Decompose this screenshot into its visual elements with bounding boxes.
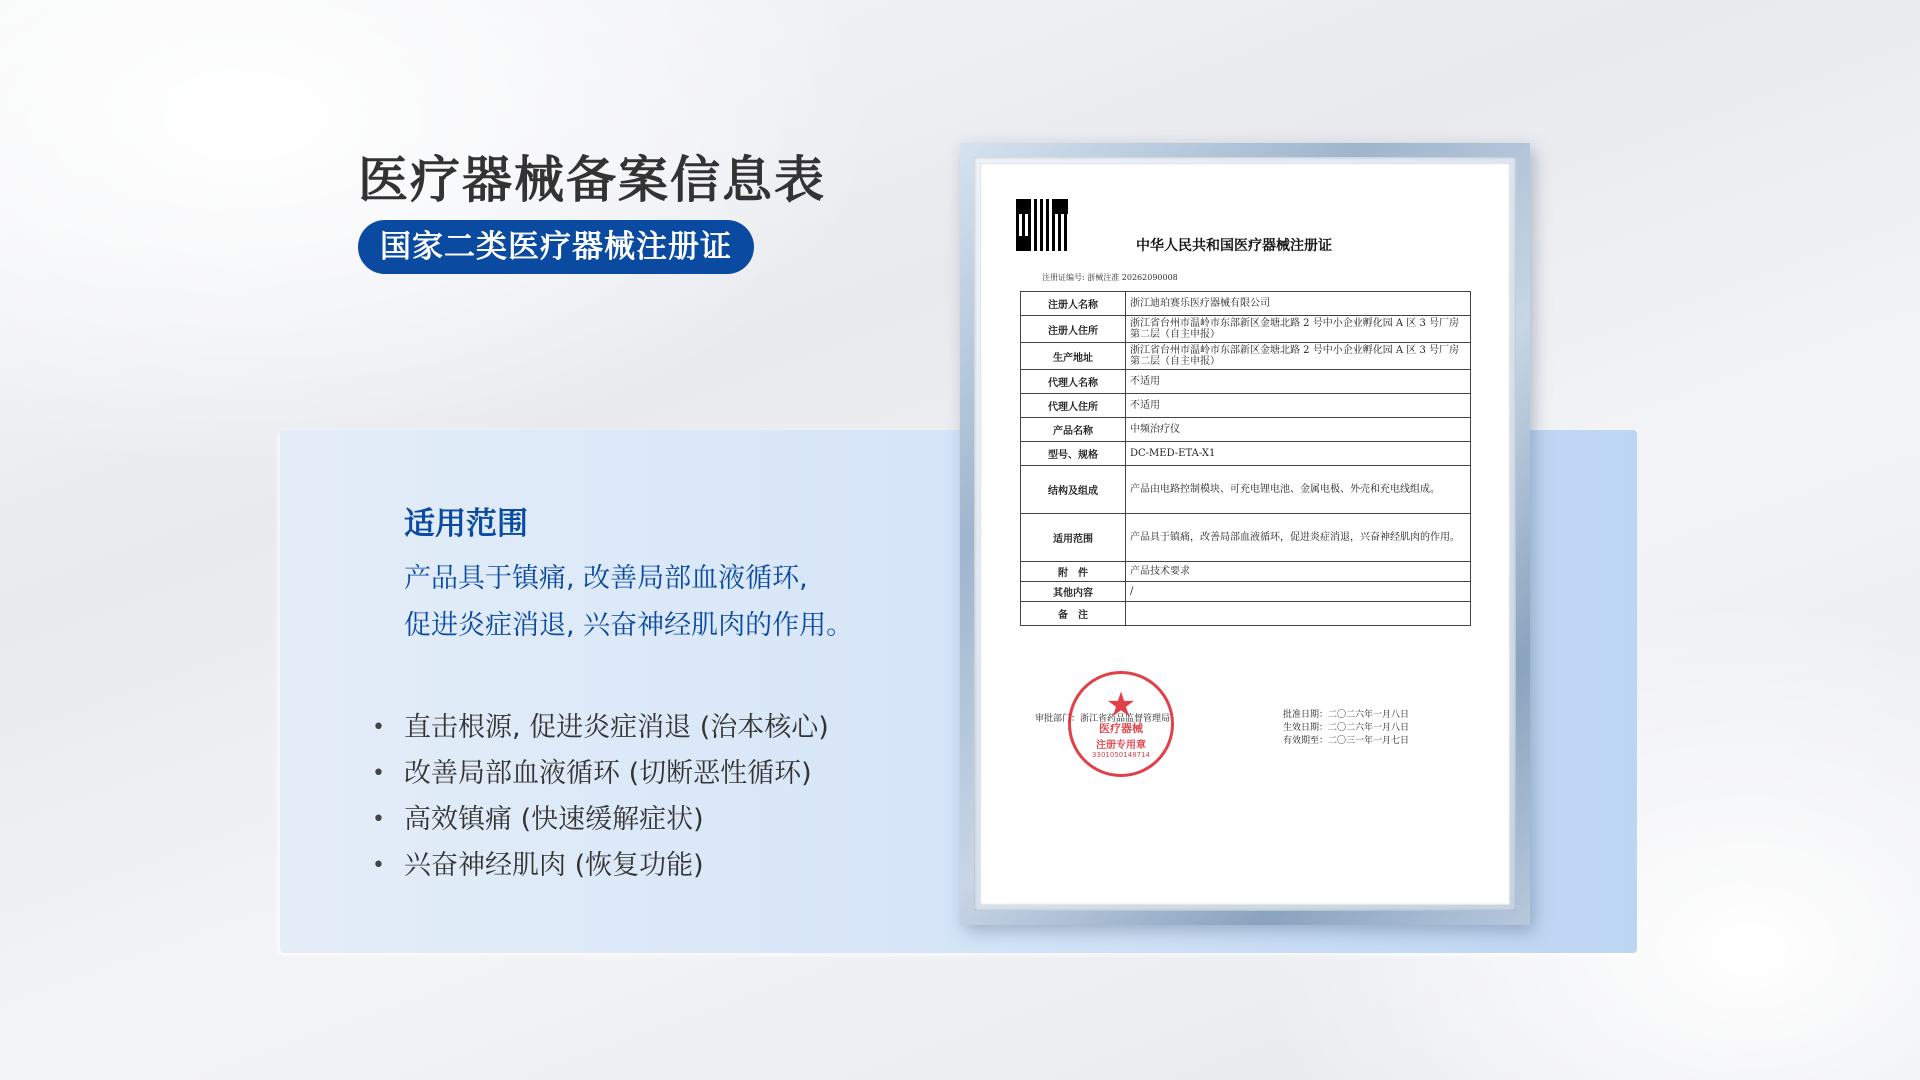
certificate-row bbox=[1021, 343, 1471, 370]
certificate-row-value: DC-MED-ETA-X1 bbox=[1126, 442, 1471, 466]
certificate-row-label: 生产地址 bbox=[1021, 343, 1126, 370]
official-seal-icon bbox=[1068, 671, 1174, 777]
certificate-row-label: 结构及组成 bbox=[1021, 466, 1126, 514]
certificate-row-label: 附 件 bbox=[1021, 562, 1126, 582]
feature-item: • 兴奋神经肌肉 (恢复功能) bbox=[372, 843, 829, 889]
certificate-row-label: 型号、规格 bbox=[1021, 442, 1126, 466]
scope-line-2: 促进炎症消退, 兴奋神经肌肉的作用。 bbox=[404, 610, 854, 641]
approval-date: 批准日期：二〇二六年一月八日 bbox=[1283, 710, 1410, 720]
certificate-row-label: 注册人名称 bbox=[1021, 292, 1126, 316]
certificate-row bbox=[1021, 370, 1471, 394]
seal-text-1: 医疗器械 bbox=[1099, 721, 1143, 735]
certificate-table bbox=[1020, 291, 1471, 626]
certificate-row bbox=[1021, 292, 1471, 316]
certificate-row-value bbox=[1126, 602, 1471, 626]
certificate-row bbox=[1021, 602, 1471, 626]
feature-list bbox=[372, 705, 829, 889]
certificate-row-value: 产品具于镇痛，改善局部血液循环，促进炎症消退，兴奋神经肌肉的作用。 bbox=[1126, 514, 1471, 562]
feature-item: • 高效镇痛 (快速缓解症状) bbox=[372, 797, 829, 843]
seal-code: 3301050148714 bbox=[1092, 750, 1150, 759]
certificate-row bbox=[1021, 582, 1471, 602]
certificate-row bbox=[1021, 418, 1471, 442]
certificate-row-value: / bbox=[1126, 582, 1471, 602]
certificate-row-label: 产品名称 bbox=[1021, 418, 1126, 442]
page-title: 医疗器械备案信息表 bbox=[358, 151, 826, 209]
subtitle-badge: 国家二类医疗器械注册证 bbox=[358, 220, 754, 274]
feature-item: • 直击根源, 促进炎症消退 (治本核心) bbox=[372, 705, 829, 751]
certificate-row-value: 产品由电路控制模块、可充电锂电池、金属电极、外壳和充电线组成。 bbox=[1126, 466, 1471, 514]
scope-heading: 适用范围 bbox=[404, 506, 528, 542]
certificate-row-label: 代理人名称 bbox=[1021, 370, 1126, 394]
certificate-frame bbox=[960, 143, 1530, 925]
valid-until-date: 有效期至：二〇三一年一月七日 bbox=[1283, 736, 1410, 746]
certificate-row bbox=[1021, 562, 1471, 582]
scope-text bbox=[404, 555, 853, 649]
certificate-row bbox=[1021, 514, 1471, 562]
certificate-row-label: 适用范围 bbox=[1021, 514, 1126, 562]
certificate-row-value: 中频治疗仪 bbox=[1126, 418, 1471, 442]
feature-item: • 改善局部血液循环 (切断恶性循环) bbox=[372, 751, 829, 797]
qr-code-icon bbox=[1016, 199, 1068, 251]
certificate-row-value: 浙江省台州市温岭市东部新区金塘北路 2 号中小企业孵化园 A 区 3 号厂房第二层（自主申报） bbox=[1126, 316, 1471, 343]
certificate-row-value: 产品技术要求 bbox=[1126, 562, 1471, 582]
certificate-row bbox=[1021, 442, 1471, 466]
approval-dept: 审批部门：浙江省药品监督管理局 bbox=[1035, 714, 1171, 724]
certificate-row-label: 备 注 bbox=[1021, 602, 1126, 626]
seal-text-2: 注册专用章 bbox=[1096, 739, 1146, 751]
certificate-title: 中华人民共和国医疗器械注册证 bbox=[1136, 238, 1332, 254]
certificate-row-label: 注册人住所 bbox=[1021, 316, 1126, 343]
certificate-row-value: 不适用 bbox=[1126, 394, 1471, 418]
certificate-row bbox=[1021, 316, 1471, 343]
certificate-row-label: 其他内容 bbox=[1021, 582, 1126, 602]
certificate-row-value: 浙江省台州市温岭市东部新区金塘北路 2 号中小企业孵化园 A 区 3 号厂房第二层（自主申报） bbox=[1126, 343, 1471, 370]
certificate-dates bbox=[1283, 709, 1409, 748]
certificate-row-label: 代理人住所 bbox=[1021, 394, 1126, 418]
certificate-row bbox=[1021, 466, 1471, 514]
certificate-row bbox=[1021, 394, 1471, 418]
certificate-paper bbox=[980, 163, 1510, 905]
star-icon: ★ bbox=[1105, 684, 1137, 725]
scope-line-1: 产品具于镇痛, 改善局部血液循环, bbox=[404, 563, 808, 594]
certificate-number: 注册证编号: 浙械注准 20262090008 bbox=[1042, 273, 1178, 282]
certificate-row-value: 不适用 bbox=[1126, 370, 1471, 394]
certificate-row-value: 浙江迪珀赛乐医疗器械有限公司 bbox=[1126, 292, 1471, 316]
effective-date: 生效日期：二〇二六年一月八日 bbox=[1283, 723, 1410, 733]
